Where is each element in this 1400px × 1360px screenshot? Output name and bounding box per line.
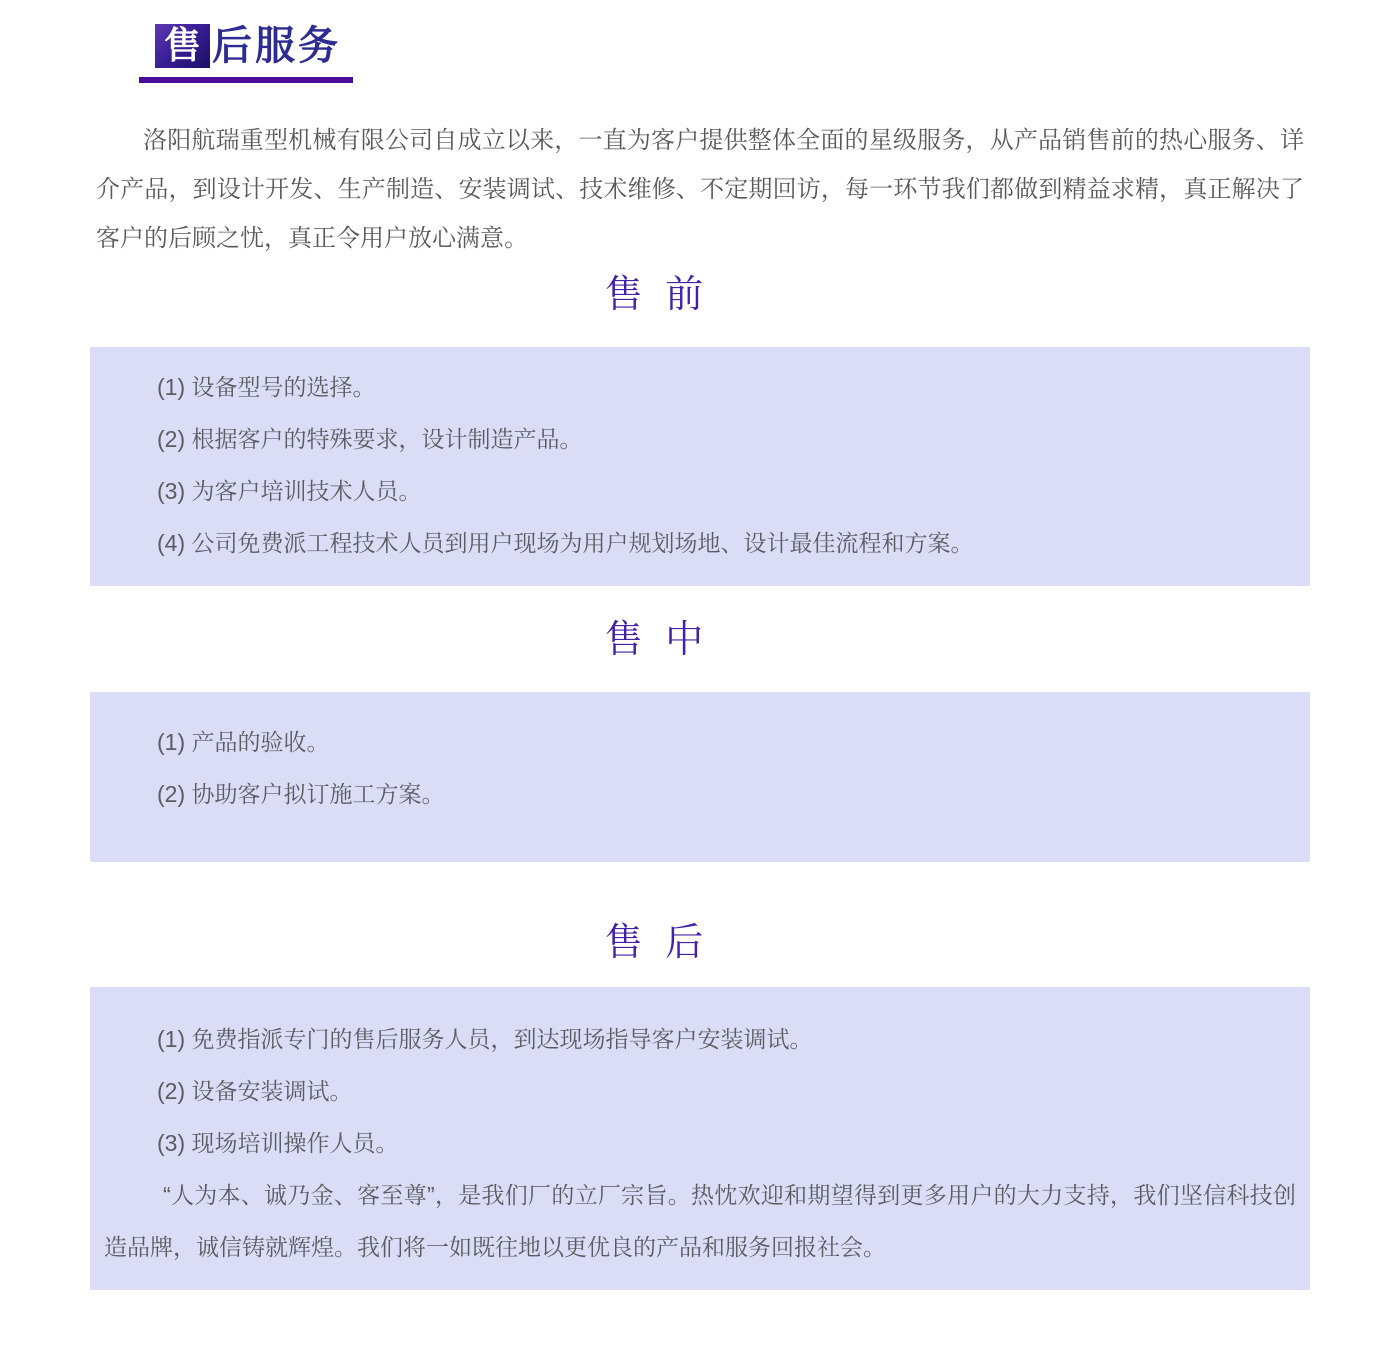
list-item: (2) 设备安装调试。 bbox=[157, 1078, 353, 1104]
list-item: (1) 免费指派专门的售后服务人员，到达现场指导客户安装调试。 bbox=[157, 1026, 813, 1052]
aftersale-item-list bbox=[104, 987, 1296, 1169]
list-item: (1) 设备型号的选择。 bbox=[157, 374, 376, 400]
panel-aftersale bbox=[90, 987, 1310, 1290]
page-title bbox=[155, 24, 341, 68]
closing-paragraph: “人为本、诚乃金、客至尊”，是我们厂的立厂宗旨。热忱欢迎和期望得到更多用户的大力支持，我们坚信科技创造品牌，诚信铸就辉煌。我们将一如既往地以更优良的产品和服务回报社会。 bbox=[104, 1182, 1296, 1260]
title-text: 后服务 bbox=[212, 24, 341, 68]
section-heading-presale: 售 前 bbox=[604, 274, 706, 316]
title-underline bbox=[139, 77, 353, 83]
list-item: (1) 产品的验收。 bbox=[157, 729, 330, 755]
title-highlight-char: 售 bbox=[164, 25, 201, 66]
list-item: (3) 现场培训操作人员。 bbox=[157, 1130, 399, 1156]
list-item: (4) 公司免费派工程技术人员到用户现场为用户规划场地、设计最佳流程和方案。 bbox=[157, 530, 974, 556]
list-item: (3) 为客户培训技术人员。 bbox=[157, 478, 422, 504]
list-item: (2) 协助客户拟订施工方案。 bbox=[157, 781, 445, 807]
panel-midsale bbox=[90, 692, 1310, 862]
panel-presale bbox=[90, 347, 1310, 586]
presale-item-list bbox=[104, 347, 1296, 569]
intro-paragraph: 洛阳航瑞重型机械有限公司自成立以来，一直为客户提供整体全面的星级服务，从产品销售前的热心服务、详介产品，到设计开发、生产制造、安装调试、技术维修、不定期回访，每一环节我们都做到精益求精，真正解决了客户的后顾之忧，真正令用户放心满意。 bbox=[96, 127, 1304, 252]
title-highlight-box bbox=[155, 24, 210, 68]
midsale-item-list bbox=[104, 692, 1296, 820]
list-item: (2) 根据客户的特殊要求，设计制造产品。 bbox=[157, 426, 583, 452]
section-heading-aftersale: 售 后 bbox=[604, 922, 706, 964]
section-heading-midsale: 售 中 bbox=[604, 619, 706, 661]
